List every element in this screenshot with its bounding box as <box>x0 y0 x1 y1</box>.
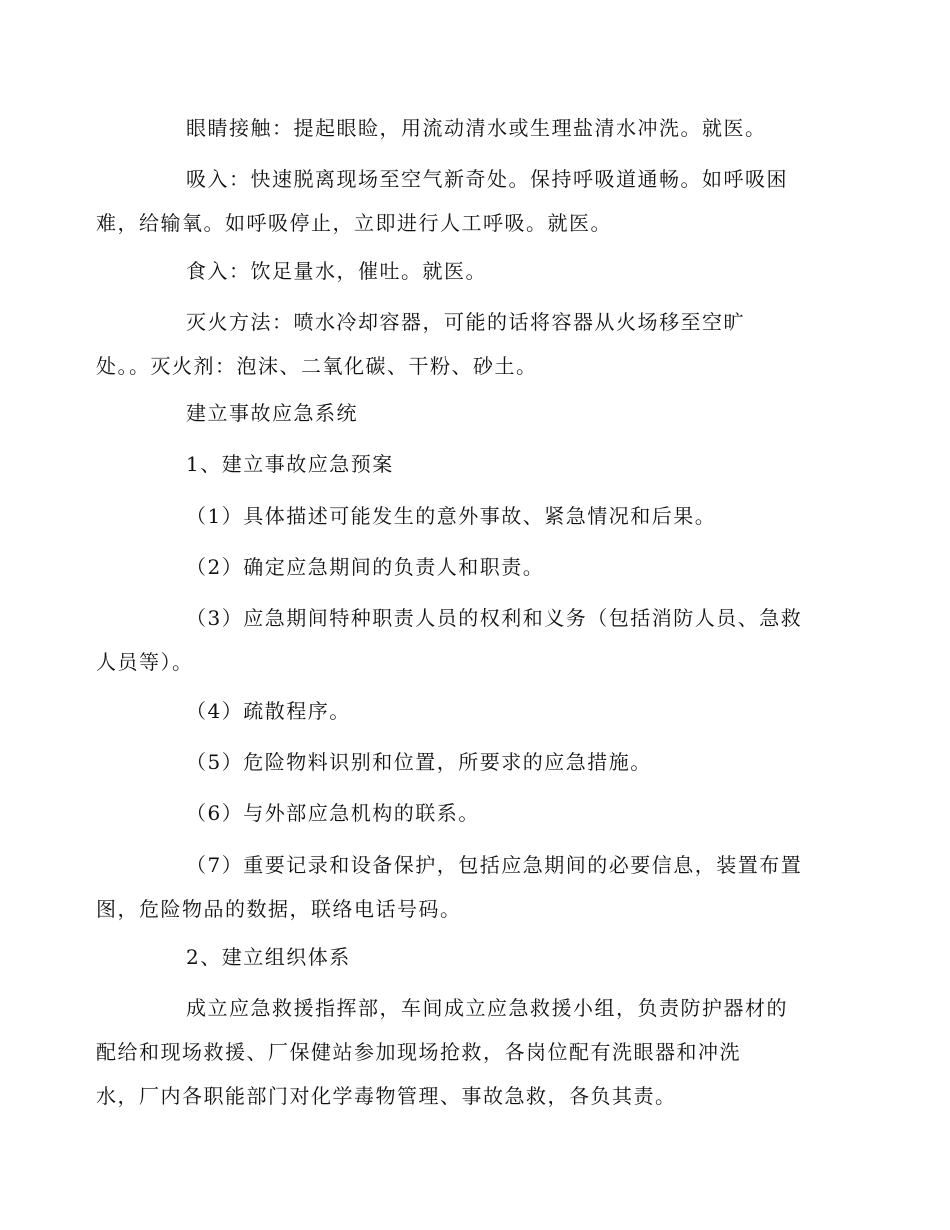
list-item-6 <box>141 791 813 835</box>
list-item-4 <box>141 689 813 733</box>
subsection-heading-emergency-plan <box>141 442 813 486</box>
list-item-7 <box>96 843 813 931</box>
text-line: （2）确定应急期间的负责人和职责。 <box>186 555 545 579</box>
paragraph-ingestion <box>141 249 813 293</box>
subsection-heading-organization <box>141 935 813 979</box>
list-item-5 <box>141 740 813 784</box>
text-line: （5）危险物料识别和位置，所要求的应急措施。 <box>186 750 652 774</box>
text-line: （6）与外部应急机构的联系。 <box>186 801 480 825</box>
text-line: 成立应急救援指挥部，车间成立应急救援小组，负责防护器材的 <box>186 996 788 1020</box>
paragraph-inhalation <box>96 157 813 245</box>
list-item-1 <box>141 494 813 538</box>
text-line: （1）具体描述可能发生的意外事故、紧急情况和后果。 <box>186 504 717 528</box>
paragraph-fire-fighting <box>96 300 813 388</box>
paragraph-eye-contact <box>141 106 813 150</box>
list-item-2 <box>141 545 813 589</box>
text-line: 配给和现场救援、厂保健站参加现场抢救，各岗位配有洗眼器和冲洗 <box>96 1040 741 1064</box>
section-heading-emergency-system <box>141 391 813 435</box>
text-line: 1、建立事故应急预案 <box>186 452 394 476</box>
text-line: （4）疏散程序。 <box>186 699 351 723</box>
paragraph-organization-body <box>96 986 813 1118</box>
text-line: 难，给输氧。如呼吸停止，立即进行人工呼吸。就医。 <box>96 211 612 235</box>
text-line: 人员等）。 <box>96 650 194 674</box>
text-line: 2、建立组织体系 <box>186 945 351 969</box>
text-line: 眼睛接触：提起眼睑，用流动清水或生理盐清水冲洗。就医。 <box>186 116 767 140</box>
text-line: 食入：饮足量水，催吐。就医。 <box>186 259 487 283</box>
text-line: 图，危险物品的数据，联络电话号码。 <box>96 897 462 921</box>
text-line: 处。。灭火剂：泡沫、二氧化碳、干粉、砂土。 <box>96 354 538 378</box>
text-line: 灭火方法：喷水冷却容器，可能的话将容器从火场移至空旷 <box>186 310 745 334</box>
text-line: 水，厂内各职能部门对化学毒物管理、事故急救，各负其责。 <box>96 1084 677 1108</box>
list-item-3 <box>96 596 813 684</box>
text-line: （3）应急期间特种职责人员的权利和义务（包括消防人员、急救 <box>186 606 803 630</box>
text-line: 吸入：快速脱离现场至空气新奇处。保持呼吸道通畅。如呼吸困 <box>186 167 788 191</box>
text-line: 建立事故应急系统 <box>186 401 358 425</box>
text-line: （7）重要记录和设备保护，包括应急期间的必要信息，装置布置 <box>186 853 803 877</box>
